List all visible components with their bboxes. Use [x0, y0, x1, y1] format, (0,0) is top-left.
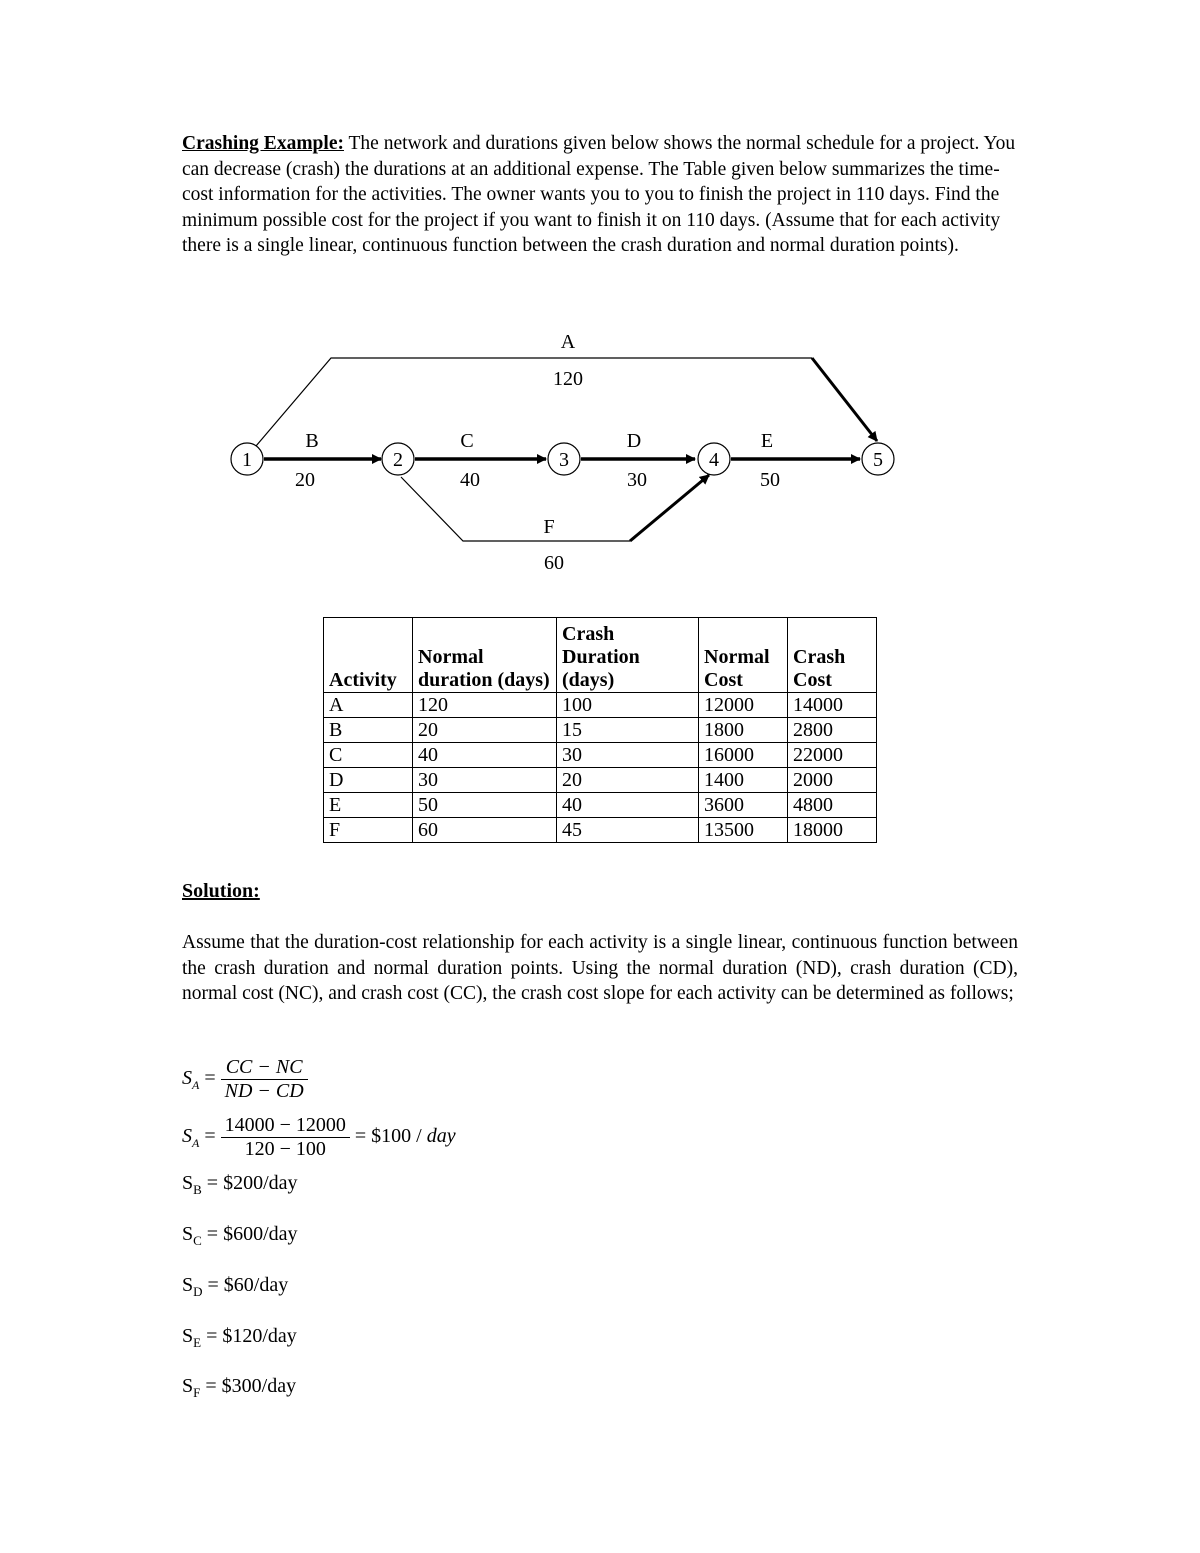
activity-e-duration: 50 — [760, 469, 780, 491]
slope-b: $S_B$ = $200/day — [182, 1172, 298, 1197]
table-cell: 40 — [557, 793, 699, 818]
header-crash-cost: Crash Cost — [788, 618, 877, 693]
table-cell: 50 — [413, 793, 557, 818]
table-cell: 16000 — [699, 743, 788, 768]
node-2 — [382, 443, 414, 475]
table-cell: 30 — [413, 768, 557, 793]
activity-b-label: B — [305, 430, 319, 452]
svg-text:4: 4 — [709, 449, 719, 471]
table-row — [324, 768, 877, 793]
table-cell: 14000 — [788, 693, 877, 718]
table-cell: 15 — [557, 718, 699, 743]
header-crash-duration: Crash Duration (days) — [557, 618, 699, 693]
solution-heading: Solution: — [182, 880, 260, 902]
formula-lhs: $S_A$ — [182, 1125, 200, 1151]
formula-fraction: $\frac{14000 - 12000}{120 - 100}$ — [221, 1114, 350, 1161]
table-cell: F — [324, 818, 413, 843]
table-cell: 13500 — [699, 818, 788, 843]
activity-f-arrow — [401, 477, 630, 541]
slope-formula-general: $S_A$ = $\frac{CC - NC}{ND - CD}$ — [182, 1056, 308, 1103]
header-normal-duration: Normal duration (days) — [413, 618, 557, 693]
table-cell: A — [324, 693, 413, 718]
slope-c: $S_C$ = $600/day — [182, 1223, 298, 1248]
svg-text:3: 3 — [559, 449, 569, 471]
activity-b-duration: 20 — [295, 469, 315, 491]
activity-d-duration: 30 — [627, 469, 647, 491]
intro-text: The network and durations given below shows the normal schedule for a project. You can decrease (crash) the durations at an additional expense. The Table given below summarizes the time-cost information for the activities. The owner wants you to you to finish the project in 110 days. Find the minimum possible cost for the project if you want to finish it on 110 days. (Assume that for each activity there is a single linear, continuous function between the crash duration and normal duration points). — [182, 133, 1016, 256]
slope-d: $S_D$ = $60/day — [182, 1274, 289, 1299]
table-row — [324, 743, 877, 768]
table-cell: 18000 — [788, 818, 877, 843]
activity-a-label: A — [560, 331, 576, 353]
table-cell: D — [324, 768, 413, 793]
table-row — [324, 693, 877, 718]
activity-f-duration: 60 — [544, 552, 564, 574]
intro-paragraph — [182, 131, 1018, 259]
node-5 — [862, 443, 894, 475]
table-cell: 20 — [557, 768, 699, 793]
table-cell: 2000 — [788, 768, 877, 793]
slope-e: $S_E$ = $120/day — [182, 1325, 297, 1350]
table-cell: 22000 — [788, 743, 877, 768]
table-header-row — [324, 618, 877, 693]
node-4 — [698, 443, 730, 475]
slope-f: $S_F$ = $300/day — [182, 1375, 297, 1400]
table-cell: 40 — [413, 743, 557, 768]
time-cost-table — [323, 617, 877, 843]
table-cell: 100 — [557, 693, 699, 718]
table-cell: C — [324, 743, 413, 768]
svg-text:2: 2 — [393, 449, 403, 471]
table-cell: 12000 — [699, 693, 788, 718]
activity-a-arrowhead — [812, 358, 877, 441]
activity-a-arrow — [256, 358, 812, 446]
table-cell: 120 — [413, 693, 557, 718]
solution-paragraph: Assume that the duration-cost relationship for each activity is a single linear, continuous function between the crash duration and normal duration points. Using the normal duration (ND), crash duration (CD), normal cost (NC), and crash cost (CC), the crash cost slope for each activity can be determined as follows; — [182, 932, 1018, 1004]
table-cell: 2800 — [788, 718, 877, 743]
table-cell: B — [324, 718, 413, 743]
activity-c-duration: 40 — [460, 469, 480, 491]
svg-text:5: 5 — [873, 449, 883, 471]
header-normal-cost: Normal Cost — [699, 618, 788, 693]
table-cell: 60 — [413, 818, 557, 843]
table-row — [324, 818, 877, 843]
activity-a-duration: 120 — [553, 368, 583, 390]
activity-e-label: E — [760, 430, 774, 452]
table-cell: E — [324, 793, 413, 818]
table-cell: 1800 — [699, 718, 788, 743]
activity-d-label: D — [626, 430, 642, 452]
table-cell: 45 — [557, 818, 699, 843]
table-cell: 20 — [413, 718, 557, 743]
activity-c-label: C — [460, 430, 474, 452]
header-activity: Activity — [324, 618, 413, 693]
table-cell: 4800 — [788, 793, 877, 818]
node-3 — [548, 443, 580, 475]
node-1 — [231, 443, 263, 475]
table-cell: 1400 — [699, 768, 788, 793]
activity-network-diagram — [0, 320, 1200, 590]
activity-f-label: F — [543, 516, 555, 538]
table-cell: 30 — [557, 743, 699, 768]
slope-formula-a: $S_A$ = $\frac{14000 - 12000}{120 - 100}$ = $100 / day — [182, 1114, 456, 1160]
table-row — [324, 718, 877, 743]
intro-heading: Crashing Example: — [182, 133, 344, 154]
table-cell: 3600 — [699, 793, 788, 818]
table-row — [324, 793, 877, 818]
svg-text:1: 1 — [242, 449, 252, 471]
formula-fraction: $\frac{CC - NC}{ND - CD}$ — [221, 1056, 308, 1103]
formula-lhs: $S_A$ — [182, 1067, 200, 1093]
